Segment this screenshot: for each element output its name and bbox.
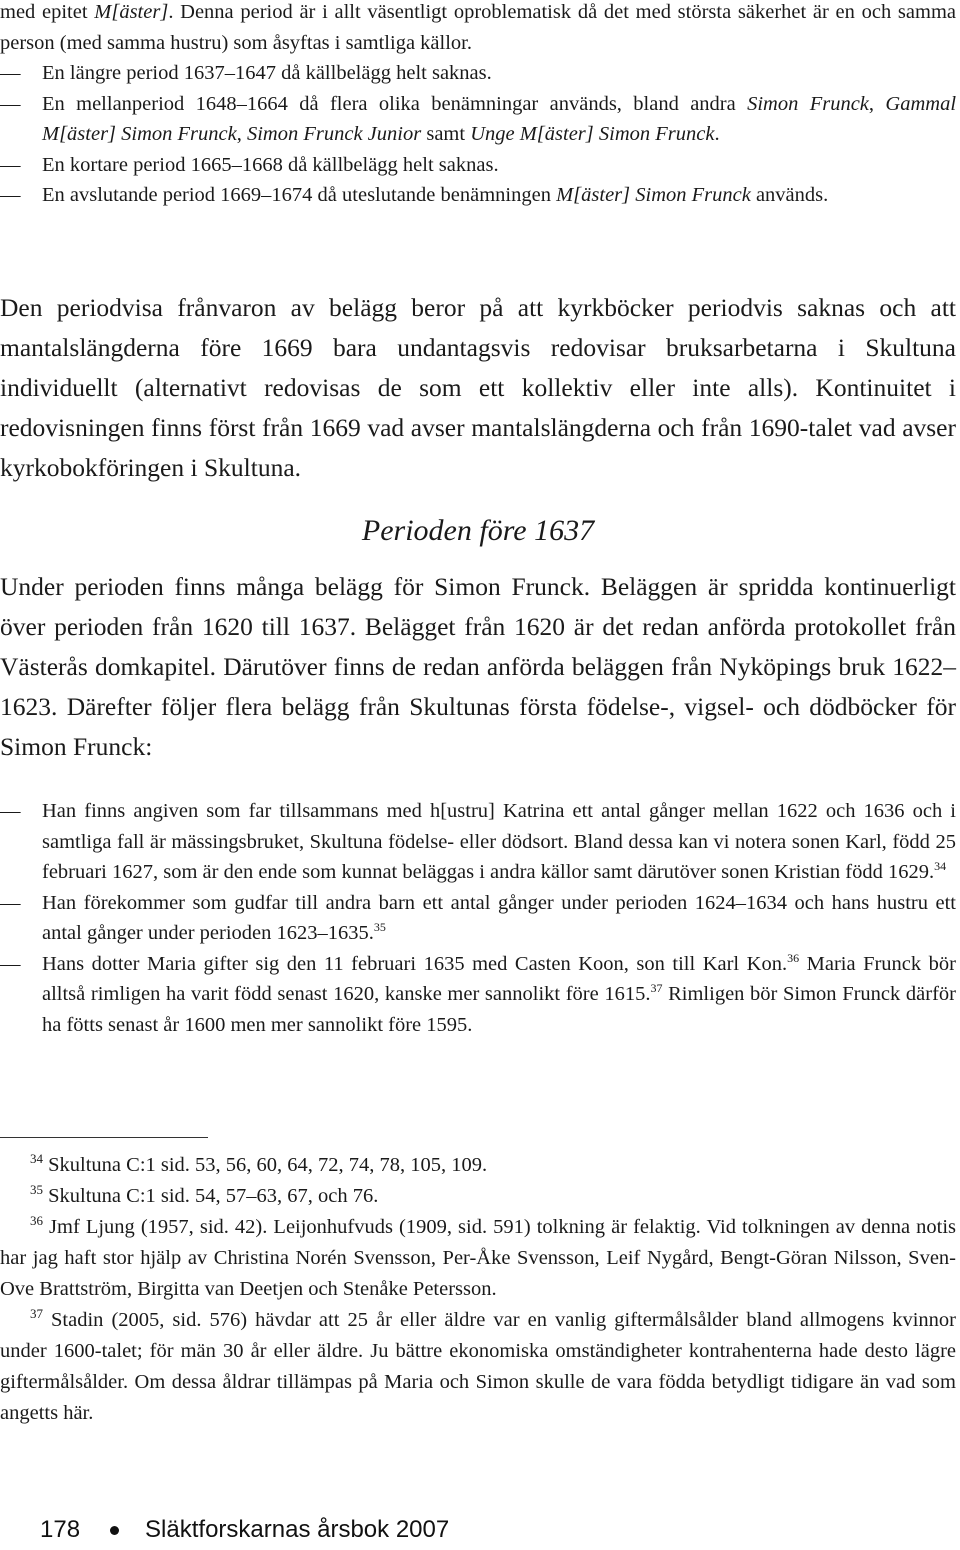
continuation-text xyxy=(0,0,956,58)
text-run: Han förekommer som gudfar till andra barn ett antal gånger under perioden 1624–1634 och hans hustru ett antal gånger under perioden 1623–1635. xyxy=(42,891,956,944)
footnote-ref[interactable]: 36 xyxy=(787,950,800,965)
text-run: Hans dotter Maria gifter sig den 11 februari 1635 med Casten Koon, son till Karl Kon. xyxy=(42,952,788,975)
text-run: . Denna period är i allt väsentligt oproblematisk då det med största säkerhet är en och samma person (med samma hustru) som åsyftas i samtliga källor. xyxy=(0,1,956,54)
publication-title: Släktforskarnas årsbok 2007 xyxy=(145,1516,450,1543)
text-run: En kortare period 1665–1668 då källbelägg helt saknas. xyxy=(42,153,499,176)
list-item xyxy=(0,796,956,888)
footnote-number: 35 xyxy=(30,1182,43,1198)
list-item xyxy=(0,150,956,181)
footnote-text: Jmf Ljung (1957, sid. 42). Leijonhufvuds (1909, sid. 591) tolkning är felaktig. Vid tolkningen av denna notis har jag haft stor hjälp av Christina Norén Svensson, Per-Åke Svensson, Leif Nygård, Bengt-Göran Nilsson, Sven-Ove Brattström, Birgitta van Deetjen och Stenåke Petersson. xyxy=(0,1216,957,1300)
page-number: 178 xyxy=(40,1516,81,1543)
footnote xyxy=(0,1212,956,1305)
text-run: , xyxy=(868,92,886,115)
footnote-number: 36 xyxy=(30,1213,43,1229)
footnote-text: Skultuna C:1 sid. 53, 56, 60, 64, 72, 74, 78, 105, 109. xyxy=(48,1154,488,1176)
dash-marker: — xyxy=(0,891,21,914)
section-heading: Perioden före 1637 xyxy=(361,514,595,547)
text-run: med epitet xyxy=(0,1,95,23)
footnote-text: Stadin (2005, sid. 576) hävdar att 25 år eller äldre var en vanlig giftermålsålder bland allmogens kvinnor under 1600-talet; för män 30 år eller äldre. Ju bättre ekonomiska omständigheter kontrahenterna hade desto lägre giftermålsålder. Om dessa åldrar tillämpas på Maria och Simon skulle de vara födda betydligt tidigare än vad som angetts här. xyxy=(0,1309,956,1424)
dash-marker: — xyxy=(0,62,21,84)
list-item xyxy=(0,58,956,89)
footnote-text: Skultuna C:1 sid. 54, 57–63, 67, och 76. xyxy=(48,1185,379,1207)
list-item xyxy=(0,89,956,150)
body-paragraph: Under perioden finns många belägg för Simon Frunck. Beläggen är spridda kontinuerligt över perioden från 1620 till 1637. Belägget från 1620 är det redan anförda protokollet från Västerås domkapitel. Därutöver finns de redan anförda beläggen från Nyköpings bruk 1622–1623. Därefter följer flera belägg från Skultunas första födelse-, vigsel- och dödböcker för Simon Frunck: xyxy=(0,572,956,761)
list-item xyxy=(0,888,956,949)
page-footer xyxy=(40,1516,449,1544)
list-item xyxy=(0,949,956,1041)
footnote-ref[interactable]: 35 xyxy=(373,920,386,935)
italic-run: Simon Frunck Junior xyxy=(246,123,422,145)
list-item xyxy=(0,180,956,211)
italic-run: M[äster] xyxy=(94,1,169,23)
text-run: Rimligen bör Simon Frunck därför ha fötts senast år 1600 men mer sannolikt före 1595. xyxy=(42,983,956,1036)
text-run: . xyxy=(714,123,720,145)
italic-run: M[äster] Simon Frunck xyxy=(556,184,751,206)
dash-marker: — xyxy=(0,184,21,206)
text-run: Maria Frunck bör alltså rimligen ha varit född senast 1620, kanske mer sannolikt före 1615. xyxy=(42,952,956,1005)
footnote-ref[interactable]: 37 xyxy=(650,981,663,996)
text-run: Han finns angiven som far tillsammans med h[ustru] Katrina ett antal gånger mellan 1622 och 1636 och i samtliga fall är mässingsbruket, Skultuna födelse- eller dödsort. Bland dessa kan vi notera sonen Karl, född 25 februari 1627, som är den ende som kunnat beläggas i andra källor samt därutöver sonen Kristian född 1629. xyxy=(42,800,956,883)
text-run: En längre period 1637–1647 då källbelägg helt saknas. xyxy=(42,62,492,84)
footnote xyxy=(0,1181,956,1212)
footnote-divider xyxy=(0,1137,208,1138)
top-list xyxy=(0,0,956,211)
text-run: En avslutande period 1669–1674 då uteslutande benämningen xyxy=(42,184,557,206)
text-run: , xyxy=(236,123,247,145)
text-run: En mellanperiod 1648–1664 då flera olika benämningar används, bland andra xyxy=(42,92,748,115)
footnote xyxy=(0,1150,956,1181)
footnote-ref[interactable]: 34 xyxy=(934,859,947,874)
bullet-icon xyxy=(110,1526,119,1535)
dash-marker: — xyxy=(0,92,21,115)
footnotes xyxy=(0,1150,956,1429)
footnote-number: 34 xyxy=(30,1151,43,1167)
body-paragraph: Den periodvisa frånvaron av belägg beror på att kyrkböcker periodvis saknas och att mantalslängderna före 1669 bara undantagsvis redovisar bruksarbetarna i Skultuna individuellt (alternativt redovisas de som ett kollektiv eller inte alls). Kontinuitet i redovisningen finns först från 1669 vad avser mantalslängderna och från 1690-talet vad avser kyrkobokföringen i Skultuna. xyxy=(0,293,956,482)
evidence-list xyxy=(0,796,956,1040)
dash-marker: — xyxy=(0,153,21,176)
italic-run: Gammal M[äster] Simon Frunck xyxy=(42,92,957,145)
text-run: används. xyxy=(750,184,829,206)
dash-marker: — xyxy=(0,952,21,975)
italic-run: Simon Frunck xyxy=(747,92,869,115)
footnote xyxy=(0,1305,956,1429)
text-run: samt xyxy=(421,123,471,145)
dash-marker: — xyxy=(0,800,21,822)
italic-run: Unge M[äster] Simon Frunck xyxy=(470,123,715,145)
footnote-number: 37 xyxy=(30,1306,43,1322)
